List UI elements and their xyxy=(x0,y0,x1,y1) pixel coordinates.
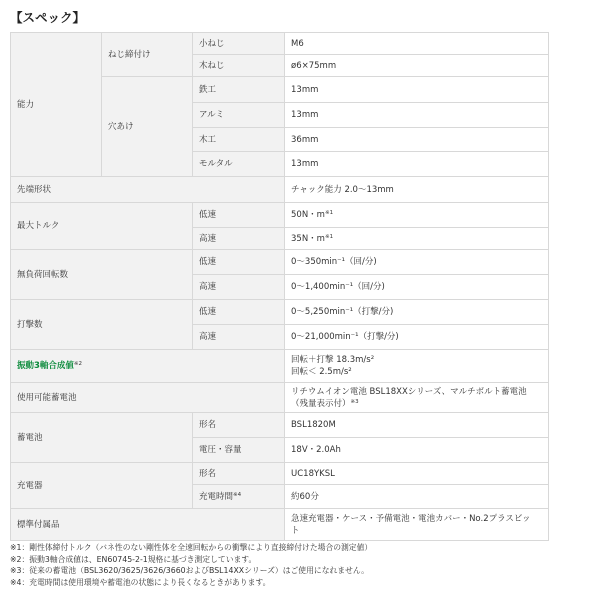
footnote: ※4：充電時間は使用環境や蓄電池の状態により長くなるときがあります。 xyxy=(10,577,271,587)
torque-high-label: 高速 xyxy=(193,228,285,250)
steel-label: 鉄工 xyxy=(193,77,285,103)
impact-high-label: 高速 xyxy=(193,325,285,350)
voltage-label: 電圧・容量 xyxy=(193,438,285,463)
small-screw-label: 小ねじ xyxy=(193,33,285,55)
impact-label: 打撃数 xyxy=(11,300,193,350)
charger-label: 充電器 xyxy=(11,463,193,509)
mortar-label: モルタル xyxy=(193,152,285,177)
charge-time-label: 充電時間$^{※4}$ xyxy=(193,485,285,509)
note-ref-3: ※3 xyxy=(350,398,359,405)
impact-high-value: 0～21,000min⁻¹（打撃/分) xyxy=(285,325,549,350)
note-ref-1: ※1 xyxy=(324,233,334,240)
torque-high-value: 35N・$m^{※1}$ xyxy=(285,228,549,250)
table-row xyxy=(11,203,549,228)
tip-shape-label: 先端形状 xyxy=(11,177,285,203)
note-ref-4: ※4 xyxy=(233,491,242,498)
voltage-value: 18V・2.0Ah xyxy=(285,438,549,463)
noload-low-label: 低速 xyxy=(193,250,285,275)
noload-high-label: 高速 xyxy=(193,275,285,300)
mortar-value: 13mm xyxy=(285,152,549,177)
table-row xyxy=(11,250,549,275)
table-row xyxy=(11,463,549,485)
screw-label: ねじ締付け xyxy=(102,33,193,77)
wood-screw-label: 木ねじ xyxy=(193,55,285,77)
battery-usable-label: 使用可能蓄電池 xyxy=(11,383,285,413)
wood-screw-value: ø6×75mm xyxy=(285,55,549,77)
charge-time-value: 約60分 xyxy=(285,485,549,509)
drilling-label: 穴あけ xyxy=(102,77,193,177)
aluminum-label: アルミ xyxy=(193,103,285,128)
torque-low-label: 低速 xyxy=(193,203,285,228)
table-row xyxy=(11,413,549,438)
tip-shape-value: チャック能力 2.0～13mm xyxy=(285,177,549,203)
wood-value: 36mm xyxy=(285,128,549,152)
charger-model-value: UC18YKSL xyxy=(285,463,549,485)
battery-usable-value: リチウムイオン電池 BSL18XXシリーズ、マルチボルト蓄電池 （残量表示付）$^{※3}$ xyxy=(285,383,549,413)
battery-label: 蓄電池 xyxy=(11,413,193,463)
table-row xyxy=(11,33,549,55)
charger-model-label: 形名 xyxy=(193,463,285,485)
no-load-label: 無負荷回転数 xyxy=(11,250,193,300)
impact-low-label: 低速 xyxy=(193,300,285,325)
max-torque-label: 最大トルク xyxy=(11,203,193,250)
steel-value: 13mm xyxy=(285,77,549,103)
footnote: ※3：従来の蓄電池（BSL3620/3625/3626/3660およびBSL14XXシリーズ）はご使用になれません。 xyxy=(10,566,369,576)
spec-table xyxy=(10,32,549,541)
section-title: 【スペック】 xyxy=(10,10,86,25)
aluminum-value: 13mm xyxy=(285,103,549,128)
accessories-value: 急速充電器・ケース・予備電池・電池カバー・No.2プラスビッ ト xyxy=(285,509,549,541)
table-row xyxy=(11,177,549,203)
note-ref-2: ※2 xyxy=(73,361,83,367)
torque-low-value: 50N・$m^{※1}$ xyxy=(285,203,549,228)
vibration-value: 回転＋打撃 18.3m/s² 回転＜ 2.5m/s² xyxy=(285,350,549,383)
small-screw-value: M6 xyxy=(285,33,549,55)
wood-label: 木工 xyxy=(193,128,285,152)
noload-high-value: 0～1,400min⁻¹（回/分) xyxy=(285,275,549,300)
table-row xyxy=(11,350,549,383)
impact-low-value: 0～5,250min⁻¹（打撃/分) xyxy=(285,300,549,325)
table-row xyxy=(11,300,549,325)
table-row xyxy=(11,509,549,541)
footnote: ※2：振動3軸合成値は、EN60745-2-1規格に基づき測定しています。 xyxy=(10,554,257,564)
accessories-label: 標準付属品 xyxy=(11,509,285,541)
vibration-label: 振動3軸合成値$^{※2}$ xyxy=(11,350,285,383)
footnote: ※1：剛性体締付トルク（バネ性のない剛性体を全速回転からの衝撃により直接締付けた場合の測定値） xyxy=(10,543,373,552)
capacity-label: 能力 xyxy=(11,33,102,177)
footnotes xyxy=(10,542,372,588)
note-ref-1: ※1 xyxy=(324,210,334,216)
table-row xyxy=(11,383,549,413)
noload-low-value: 0～350min⁻¹（回/分) xyxy=(285,250,549,275)
battery-model-label: 形名 xyxy=(193,413,285,438)
battery-model-value: BSL1820M xyxy=(285,413,549,438)
